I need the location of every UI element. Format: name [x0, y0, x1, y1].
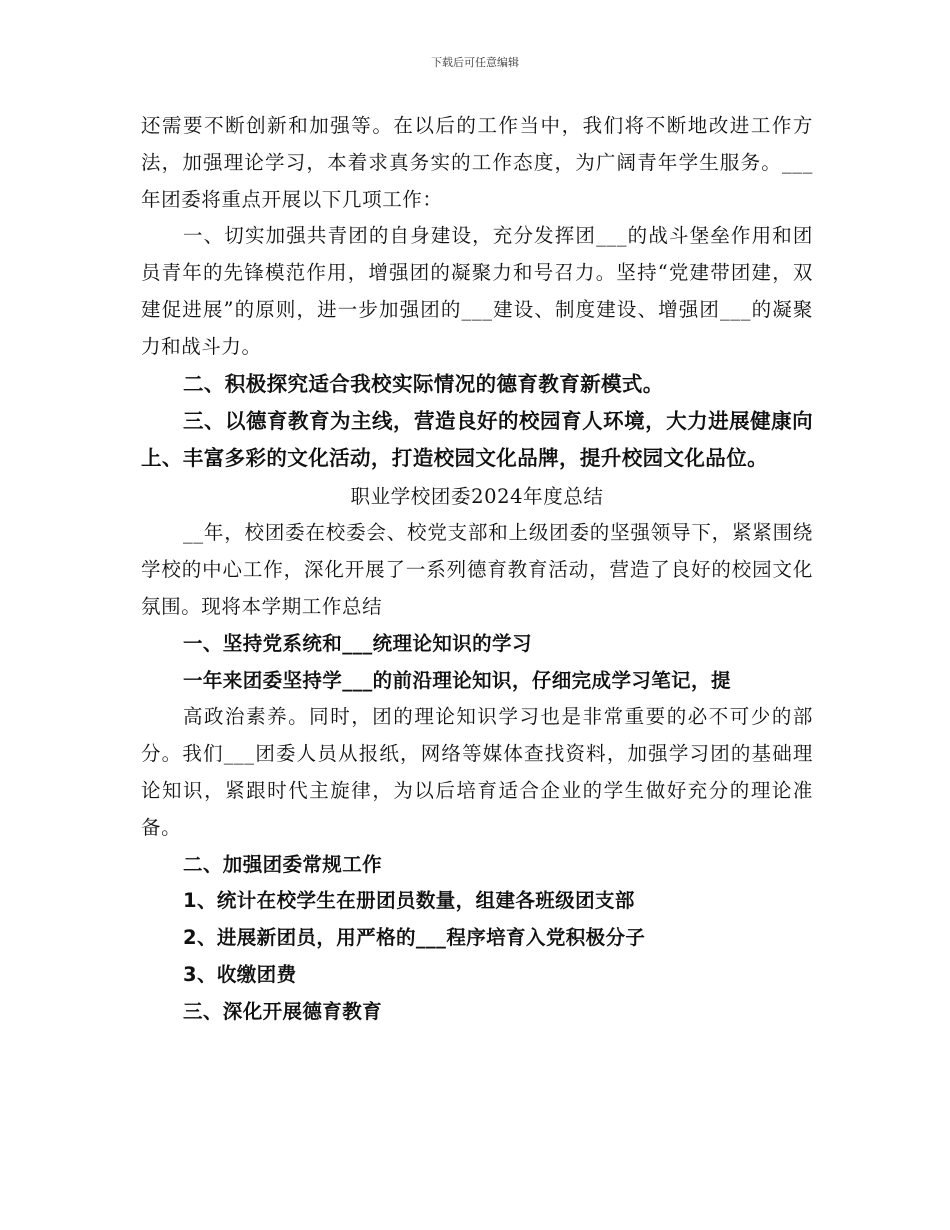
paragraph-item-two: 二、积极探究适合我校实际情况的德育教育新模式。	[183, 371, 664, 396]
section-title: 职业学校团委2024年度总结	[350, 484, 604, 508]
paragraph-item-one: 一、切实加强共青团的自身建设，充分发挥团___的战斗堡垒作用和团员青年的先锋模范作用，增强团的凝聚力和号召力。坚持“党建带团建，双建促进展”的原则，进一步加强团的___建设、制度建设、增强团___的凝聚力和战斗力。	[141, 224, 813, 358]
paragraph-study-lead: 一年来团委坚持学___的前沿理论知识，仔细完成学习笔记，提	[183, 668, 731, 692]
list-item-1: 1、统计在校学生在册团员数量，组建各班级团支部	[183, 889, 635, 913]
list-item-2: 2、进展新团员，用严格的___程序培育入党积极分子	[183, 926, 646, 950]
page-header-note: 下载后可任意编辑	[431, 56, 519, 69]
heading-section-three: 三、深化开展德育教育	[183, 999, 383, 1023]
document-body	[141, 108, 813, 1031]
paragraph-summary-intro: __年，校团委在校委会、校党支部和上级团委的坚强领导下，紧紧围绕学校的中心工作，深化开展了一系列德育教育活动，营造了良好的校园文化氛围。现将本学期工作总结	[141, 521, 813, 618]
list-item-3: 3、收缴团费	[183, 962, 297, 986]
heading-section-two: 二、加强团委常规工作	[183, 852, 383, 876]
paragraph-study-body: 高政治素养。同时，团的理论知识学习也是非常重要的必不可少的部分。我们___团委人员从报纸，网络等媒体查找资料，加强学习团的基础理论知识，紧跟时代主旋律，为以后培育适合企业的学生做好充分的理论准备。	[141, 705, 813, 839]
paragraph-item-three: 三、以德育教育为主线，营造良好的校园育人环境，大力进展健康向上、丰富多彩的文化活动，打造校园文化品牌，提升校园文化品位。	[141, 408, 813, 470]
heading-section-one: 一、坚持党系统和___统理论知识的学习	[183, 631, 532, 655]
paragraph-continuation: 还需要不断创新和加强等。在以后的工作当中，我们将不断地改进工作方法，加强理论学习，本着求真务实的工作态度，为广阔青年学生服务。___年团委将重点开展以下几项工作：	[141, 114, 813, 211]
